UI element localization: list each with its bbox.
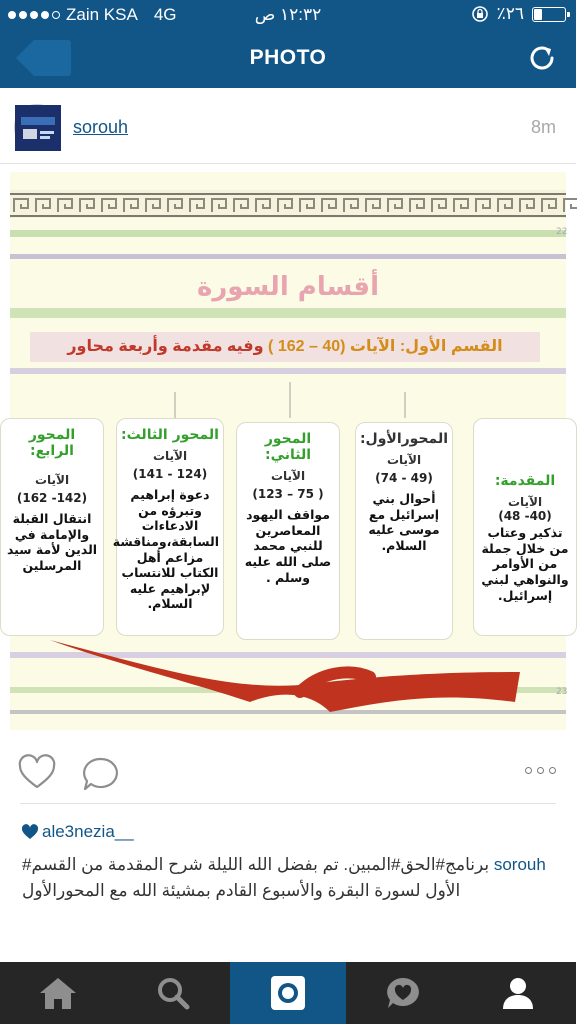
search-icon <box>156 976 190 1010</box>
battery-icon <box>532 7 566 22</box>
battery-percent: ٪٢٦ <box>496 4 524 23</box>
post-caption <box>22 852 554 904</box>
card-heading: المحور الرابع: <box>28 427 76 459</box>
post-header <box>0 88 576 164</box>
status-right <box>471 4 566 24</box>
card-intro <box>473 418 577 636</box>
card-heading: المقدمة: <box>494 473 556 489</box>
card-axis-1 <box>355 422 453 640</box>
post-timestamp: 8m <box>530 117 556 137</box>
network-type: 4G <box>153 5 177 24</box>
tab-home[interactable] <box>0 962 115 1024</box>
nav-bar <box>0 30 576 88</box>
more-options-icon[interactable] <box>525 767 556 774</box>
home-icon <box>39 976 77 1010</box>
card-ayat-label: الآيات <box>34 473 70 487</box>
photo-subtitle <box>30 332 540 362</box>
card-description: انتقال القبلة والإمامة في الدين لأمة سيد المرسلين <box>6 511 98 573</box>
profile-icon <box>501 976 535 1010</box>
card-description: أحوال بني إسرائيل مع موسى عليه السلام. <box>368 491 440 553</box>
like-heart-icon <box>22 825 38 840</box>
card-range: (124 - 141) <box>132 467 208 481</box>
tab-profile[interactable] <box>461 962 576 1024</box>
card-axis-2 <box>236 422 340 640</box>
activity-icon <box>385 976 421 1010</box>
svg-text:23: 23 <box>556 687 568 697</box>
post-photo[interactable] <box>6 172 569 730</box>
card-ayat-label: الآيات <box>270 469 306 483</box>
tab-activity[interactable] <box>346 962 461 1024</box>
card-range: (142- 162) <box>16 491 88 505</box>
nav-title: PHOTO <box>249 46 327 69</box>
card-description: مواقف اليهود المعاصرين للنبي محمد صلى الله عليه وسلم . <box>244 507 332 585</box>
comment-icon[interactable] <box>82 756 120 792</box>
card-range: (49 - 74) <box>375 471 433 485</box>
top-bar <box>0 0 576 88</box>
card-ayat-label: الآيات <box>152 449 188 463</box>
avatar[interactable] <box>14 104 60 150</box>
heart-icon[interactable] <box>18 756 56 790</box>
likes-username[interactable]: ale3nezia__ <box>42 822 134 841</box>
card-heading: المحور الثاني: <box>264 431 312 463</box>
caption-username[interactable]: sorouh <box>493 855 546 874</box>
photo-subtitle-rest: وفيه مقدمة وأربعة محاور <box>67 338 264 355</box>
card-heading: المحورالأول: <box>359 431 448 447</box>
card-axis-3 <box>112 418 224 636</box>
card-ayat-label: الآيات <box>507 495 543 509</box>
photo-title: أقسام السورة <box>196 272 379 302</box>
tab-bar <box>0 962 576 1024</box>
divider <box>20 803 556 804</box>
card-heading: المحور الثالث: <box>121 427 219 443</box>
card-description: تذكير وعتاب من خلال جملة من الأوامر والنواهي لبني إسرائيل. <box>481 525 569 603</box>
avatar-image <box>15 105 61 151</box>
card-axis-4 <box>0 418 104 636</box>
status-bar <box>0 0 576 30</box>
refresh-icon[interactable] <box>526 42 558 74</box>
svg-text:22: 22 <box>556 227 568 237</box>
status-time: ١٢:٣٢ ص <box>254 5 322 24</box>
likes-row <box>22 822 134 842</box>
card-range: ( 75 – 123) <box>252 487 324 501</box>
tab-search[interactable] <box>115 962 230 1024</box>
card-description: دعوة إبراهيم وتبرؤه من الادعاءات السابقة،ومناقشة مزاعم أهل الكتاب للانتساب لإبراهيم عليه السلام. <box>112 487 219 612</box>
post-actions <box>0 740 576 802</box>
card-ayat-label: الآيات <box>386 453 422 467</box>
photo-subtitle-highlight: القسم الأول: الآيات (40 – 162 ) <box>268 338 503 355</box>
tab-camera[interactable] <box>230 962 345 1024</box>
caption-text: برنامج#الحق#المبين. تم بفضل الله الليلة شرح المقدمة من القسم# الأول لسورة البقرة والأسبوع القادم بمشيئة الله مع المحورالأول <box>22 855 490 900</box>
carrier-name: Zain KSA <box>66 5 138 24</box>
card-range: (40- 48) <box>498 509 552 523</box>
rotation-lock-icon <box>471 5 489 23</box>
post-username[interactable]: sorouh <box>73 117 129 137</box>
camera-icon <box>269 974 307 1012</box>
